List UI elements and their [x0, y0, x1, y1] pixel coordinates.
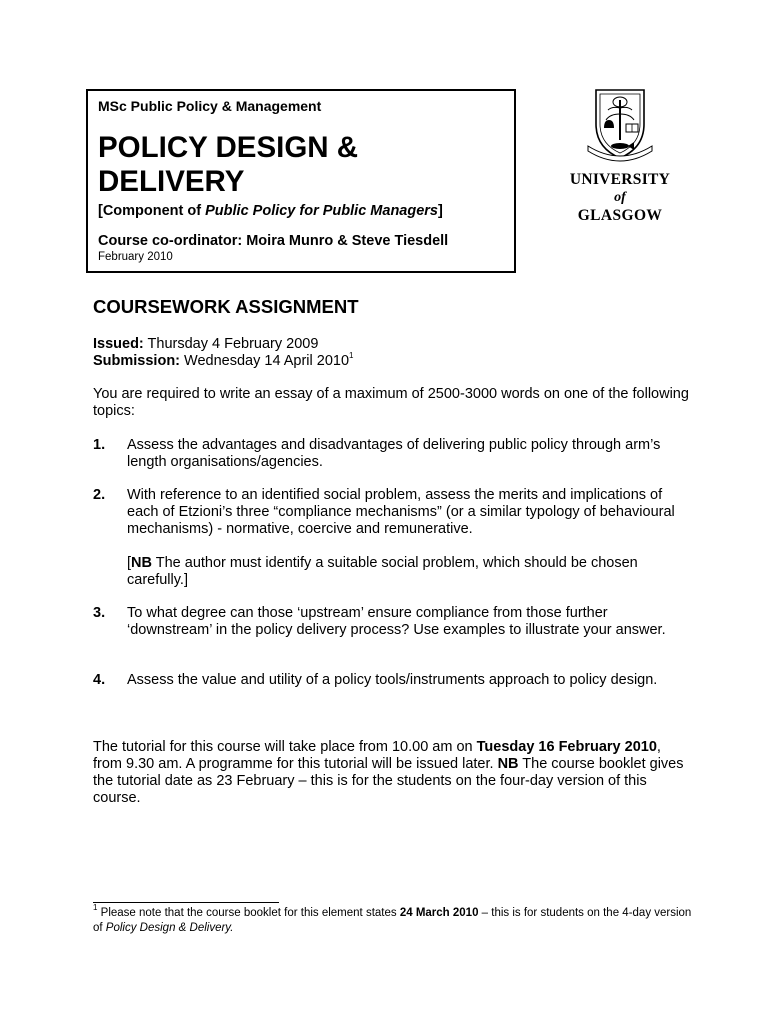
assignment-intro: You are required to write an essay of a maximum of 2500-3000 words on one of the following topics:	[93, 386, 689, 419]
issued-line	[93, 336, 353, 353]
footnote-divider	[93, 902, 279, 903]
issued-label: Issued:	[93, 336, 144, 352]
footnote-part2: – this is for students on the 4-day version of	[93, 907, 692, 934]
submission-label: Submission:	[93, 353, 181, 369]
topic-text: Assess the value and utility of a policy tools/instruments approach to policy design.	[127, 672, 658, 688]
footnote-number: 1	[93, 903, 98, 913]
course-title-line2: DELIVERY	[98, 165, 245, 198]
course-date: February 2010	[98, 251, 173, 263]
footnote-mark: 1	[349, 351, 354, 361]
assignment-heading: COURSEWORK ASSIGNMENT	[93, 296, 359, 317]
footnote-part1: Please note that the course booklet for this element states	[97, 907, 400, 919]
topic-number: 2.	[93, 487, 106, 503]
footnote-date: 24 March 2010	[399, 907, 479, 919]
university-crest-icon	[582, 84, 658, 162]
title-box	[86, 89, 516, 273]
course-coordinator: Course co-ordinator: Moira Munro & Steve Tiesdell	[98, 233, 449, 249]
tutorial-paragraph	[93, 739, 693, 807]
topic-text: Assess the advantages and disadvantages of delivering public policy through arm’s length organisations/agencies.	[127, 437, 661, 470]
tutorial-date: Tuesday 16 February 2010	[476, 739, 657, 755]
assignment-dates	[93, 336, 353, 370]
topic-text: To what degree can those ‘upstream’ ensure compliance from those further ‘downstream’ in the policy delivery process? Use examples to illustrate your answer.	[127, 605, 666, 638]
submission-line	[93, 353, 353, 370]
program-name: MSc Public Policy & Management	[98, 98, 322, 114]
tutorial-part1: The tutorial for this course will take place from 10.00 am on	[93, 739, 477, 755]
nb-text: The author must identify a suitable social problem, which should be chosen carefully.]	[127, 555, 638, 588]
university-name	[548, 171, 692, 225]
nb-label: NB	[131, 555, 152, 571]
issued-value: Thursday 4 February 2009	[143, 336, 319, 352]
nb-note	[127, 555, 693, 589]
tutorial-part2: , from 9.30 am. A programme for this tutorial will be issued later.	[93, 739, 661, 772]
component-suffix: ]	[438, 203, 443, 219]
topic-number: 1.	[93, 437, 106, 453]
tutorial-part3: The course booklet gives the tutorial date as 23 February – this is for the students on the four-day version of this course.	[93, 756, 684, 806]
component-name: Public Policy for Public Managers	[205, 203, 438, 219]
topic-number: 3.	[93, 605, 106, 621]
course-title	[98, 131, 358, 199]
tutorial-nb: NB	[497, 756, 519, 772]
course-title-line1: POLICY DESIGN &	[98, 131, 359, 164]
component-prefix: [Component of	[98, 203, 206, 219]
footnote-title: Policy Design & Delivery.	[105, 922, 234, 934]
submission-value: Wednesday 14 April 2010	[180, 353, 350, 369]
university-of: of	[614, 190, 626, 205]
component-note	[98, 203, 443, 219]
university-line: UNIVERSITY	[569, 171, 671, 188]
footnote	[93, 903, 693, 936]
university-glasgow: GLASGOW	[577, 207, 663, 224]
topic-text: With reference to an identified social problem, assess the merits and implications of each of Etzioni’s three “compliance mechanisms” (or a similar typology of behavioural mechanisms) - normative, coercive and remunerative.	[127, 487, 675, 537]
nb-open: [	[127, 555, 132, 571]
topic-number: 4.	[93, 672, 106, 688]
